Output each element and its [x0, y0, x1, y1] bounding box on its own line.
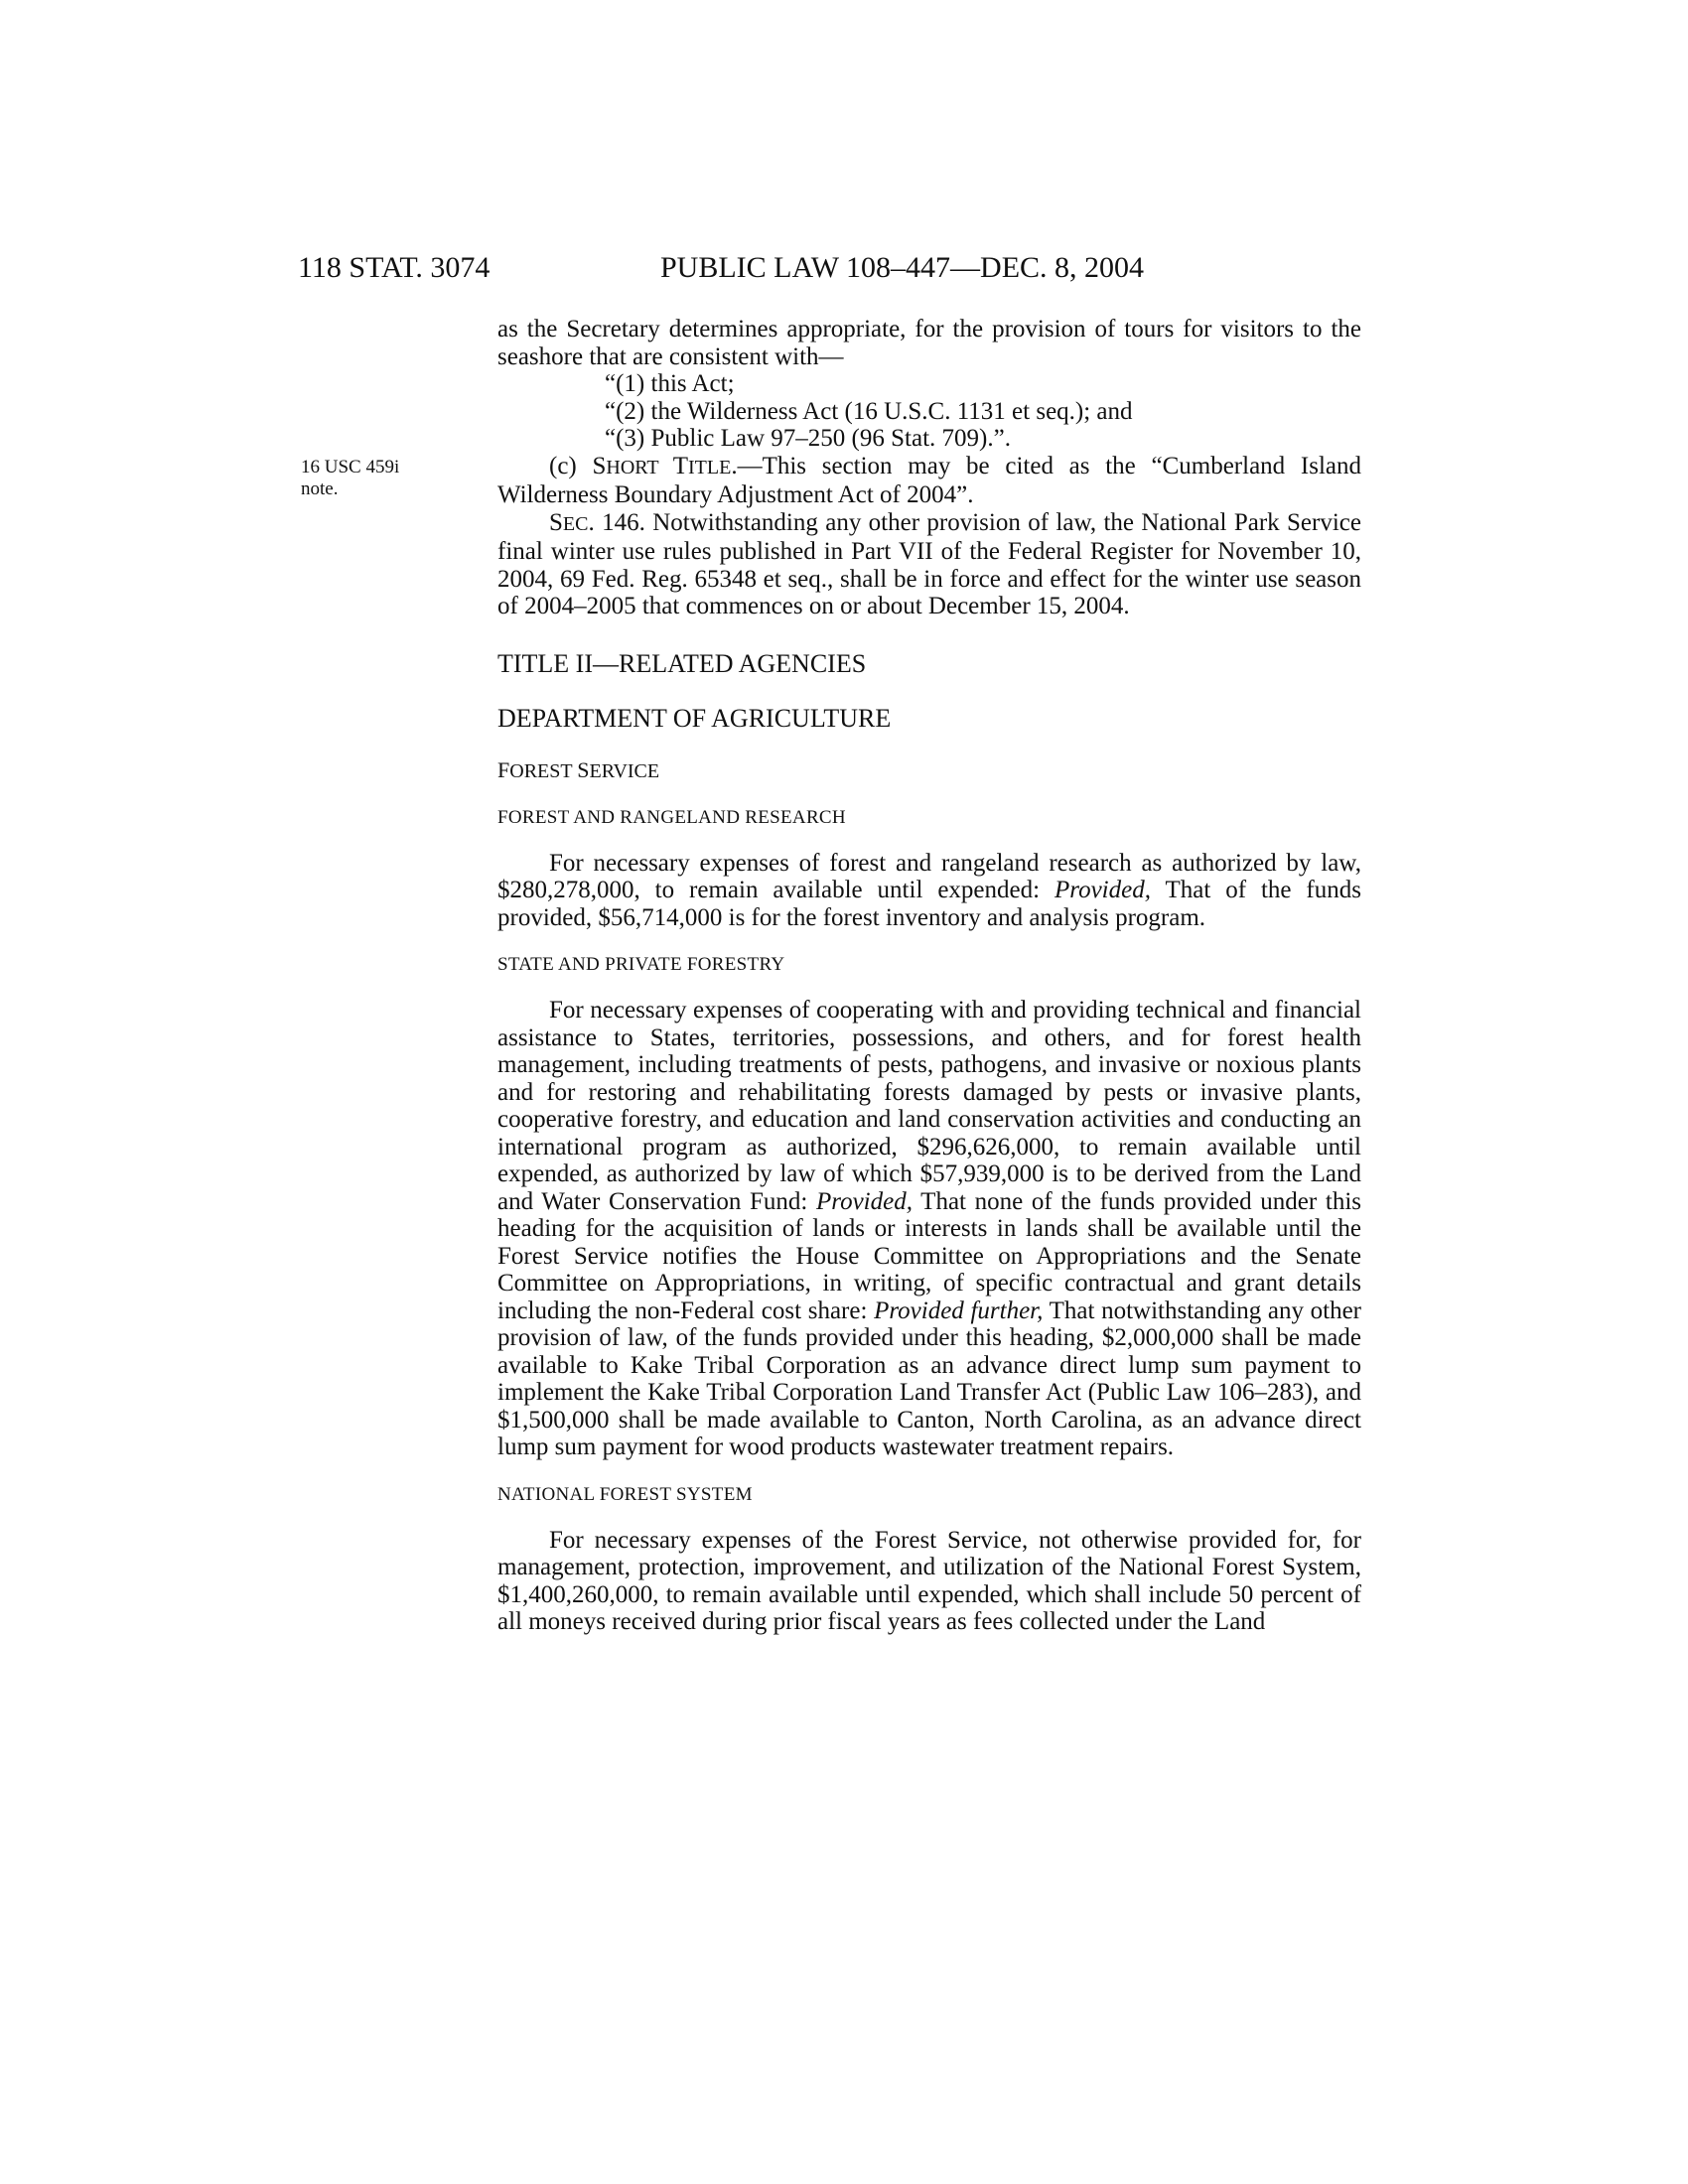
state-private-provided: Provided,: [816, 1187, 913, 1215]
national-forest-paragraph: For necessary expenses of the Forest Service, not otherwise provided for, for management, protection, improvement, and utilization of the National Forest System, $1,400,260,000, to remain available until expended, which shall include 50 percent of all moneys received during prior fiscal years as fees collected under the Land: [497, 1526, 1361, 1635]
state-private-provided-further: Provided further,: [874, 1297, 1044, 1324]
quoted-item-1: “(1) this Act;: [605, 370, 735, 397]
research-paragraph: [497, 850, 1361, 932]
department-heading: DEPARTMENT OF AGRICULTURE: [497, 703, 892, 733]
state-private-text-a: For necessary expenses of cooperating with and providing technical and financial assistance to States, territories, possessions, and others, and for forest health management, including treatments of pests, pathogens, and invasive or noxious plants and for restoring and rehabilitating forests damaged by pests or invasive plants, cooperative forestry, and education and land conservation activities and conducting an international program as authorized, $296,626,000, to remain available until expended, as authorized by law of which $57,939,000 is to be derived from the Land and Water Conservation Fund:: [497, 997, 1361, 1215]
short-title-text: .—This section may be cited as the “Cumberland Island Wilderness Boundary Adjustment Act of 2004”.: [497, 452, 1361, 508]
public-law-citation: PUBLIC LAW 108–447—DEC. 8, 2004: [660, 251, 1145, 284]
research-provided: Provided,: [1055, 877, 1151, 903]
research-text-b: That of the funds provided, $56,714,000 is for the forest inventory and analysis program.: [497, 877, 1361, 931]
state-private-paragraph: [497, 997, 1361, 1461]
short-title-label-small: HORT: [606, 456, 673, 478]
statute-citation: 118 STAT. 3074: [298, 251, 491, 284]
national-forest-heading: NATIONAL FOREST SYSTEM: [497, 1483, 753, 1505]
short-title-paragraph: [497, 453, 1361, 509]
margin-note: [301, 457, 480, 500]
state-private-heading: STATE AND PRIVATE FORESTRY: [497, 954, 785, 975]
service-heading-s: S: [577, 756, 590, 782]
research-text-a: For necessary expenses of forest and rangeland research as authorized by law, $280,278,000, to remain available until expended:: [497, 849, 1361, 903]
state-private-text-b: That none of the funds provided under this heading for the acquisition of lands or interests in lands shall be available until the Forest Service notifies the House Committee on Appropriations and the Senate Committee on Appropriations, in writing, of specific contractual and grant details including the non-Federal cost share:: [497, 1187, 1361, 1324]
service-heading-orest: OREST: [509, 759, 578, 782]
margin-note-line-2: note.: [301, 478, 339, 499]
service-heading-ervice: ERVICE: [589, 759, 660, 782]
short-title-label-t: T: [672, 452, 689, 479]
margin-note-line-1: 16 USC 459i: [301, 457, 400, 478]
service-heading-f: F: [497, 756, 510, 782]
body-text-column: [497, 316, 1361, 1636]
continuation-paragraph: as the Secretary determines appropriate, for the provision of tours for visitors to the seashore that are consistent with—: [497, 316, 1361, 370]
section-146-text: . 146. Notwithstanding any other provision of law, the National Park Service final winter use rules published in Part VII of the Federal Register for November 10, 2004, 69 Fed. Reg. 65348 et seq., shall be in force and effect for the winter use season of 2004–2005 that commences on or about December 15, 2004.: [497, 508, 1361, 619]
section-label-small: EC: [562, 512, 589, 535]
title-heading: TITLE II—RELATED AGENCIES: [497, 648, 867, 678]
section-146-paragraph: [497, 509, 1361, 620]
section-label-s: S: [549, 508, 563, 536]
short-title-label-small-2: ITLE: [688, 456, 732, 478]
state-private-text-c: That notwithstanding any other provision of law, of the funds provided under this heading, $2,000,000 shall be made available to Kake Tribal Corporation as an advance direct lump sum payment to implement the Kake Tribal Corporation Land Transfer Act (Public Law 106–283), and $1,500,000 shall be made available to Canton, North Carolina, as an advance direct lump sum payment for wood products wastewater treatment repairs.: [497, 1297, 1361, 1460]
short-title-label-prefix: (c) S: [549, 452, 607, 479]
research-heading: FOREST AND RANGELAND RESEARCH: [497, 806, 846, 828]
quoted-item-2: “(2) the Wilderness Act (16 U.S.C. 1131 et seq.); and: [605, 397, 1133, 425]
quoted-item-3: “(3) Public Law 97–250 (96 Stat. 709).”.: [605, 425, 1011, 452]
running-header: [0, 248, 1688, 288]
service-heading: [497, 757, 1361, 784]
